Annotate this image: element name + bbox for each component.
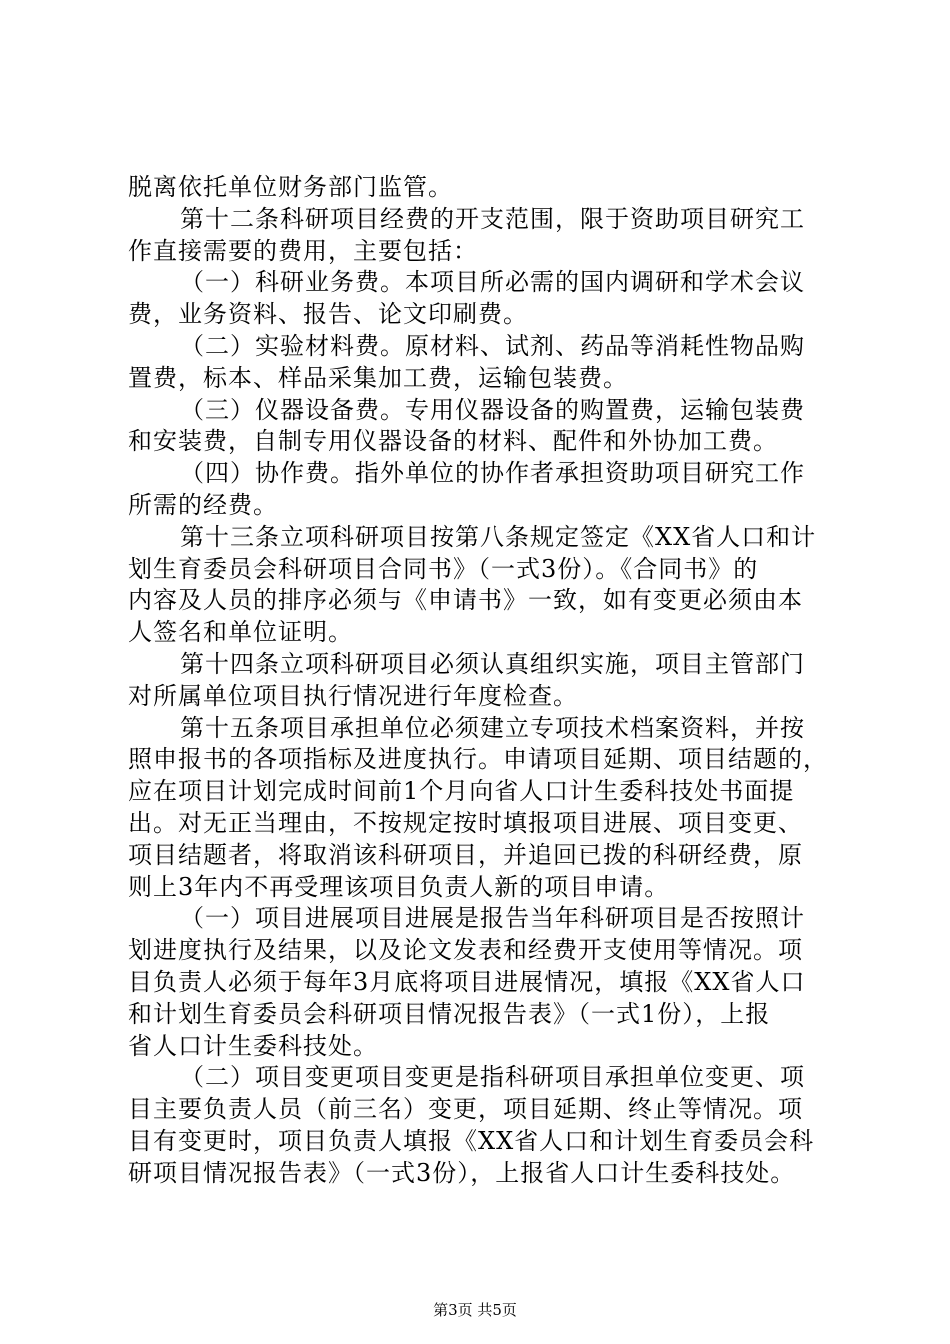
text-line: 研项目情况报告表》（一式3份），上报省人口计生委科技处。 <box>128 1158 796 1187</box>
text-line: 第十二条科研项目经费的开支范围，限于资助项目研究工 <box>180 204 805 233</box>
text-line: （一）项目进展项目进展是报告当年科研项目是否按照计 <box>180 904 805 933</box>
text-line: 目负责人必须于每年3月底将项目进展情况，填报《XX省人口 <box>128 967 806 996</box>
document-body <box>128 172 848 1190</box>
text-line: 作直接需要的费用，主要包括： <box>128 236 478 265</box>
text-line: 第十四条立项科研项目必须认真组织实施，项目主管部门 <box>180 649 805 678</box>
text-line: 和计划生育委员会科研项目情况报告表》（一式1份），上报 <box>128 999 771 1028</box>
text-line: 对所属单位项目执行情况进行年度检查。 <box>128 681 578 710</box>
text-line: 置费，标本、样品采集加工费，运输包装费。 <box>128 363 628 392</box>
text-line: 费，业务资料、报告、论文印刷费。 <box>128 300 528 329</box>
text-line: 第十三条立项科研项目按第八条规定签定《XX省人口和计 <box>180 522 817 551</box>
text-line: 照申报书的各项指标及进度执行。申请项目延期、项目结题的， <box>128 745 828 774</box>
text-line: 应在项目计划完成时间前1个月向省人口计生委科技处书面提 <box>128 777 795 806</box>
text-line: 省人口计生委科技处。 <box>128 1031 378 1060</box>
page-number-footer: 第3页 共5页 <box>433 1301 517 1319</box>
text-line: （四）协作费。指外单位的协作者承担资助项目研究工作 <box>180 459 805 488</box>
text-line: （二）实验材料费。原材料、试剂、药品等消耗性物品购 <box>180 331 805 360</box>
text-line: 人签名和单位证明。 <box>128 618 353 647</box>
text-line: 脱离依托单位财务部门监管。 <box>128 173 453 201</box>
text-line: 目有变更时，项目负责人填报《XX省人口和计划生育委员会科 <box>128 1126 815 1155</box>
text-line: 出。对无正当理由，不按规定按时填报项目进展、项目变更、 <box>128 808 803 837</box>
text-line: 则上3年内不再受理该项目负责人新的项目申请。 <box>128 872 670 901</box>
text-line: （三）仪器设备费。专用仪器设备的购置费，运输包装费 <box>180 395 805 424</box>
text-line: 划生育委员会科研项目合同书》（一式3份）。《合同书》的 <box>128 554 759 583</box>
text-line: 项目结题者，将取消该科研项目，并追回已拨的科研经费，原 <box>128 840 803 869</box>
text-line: （一）科研业务费。本项目所必需的国内调研和学术会议 <box>180 268 805 297</box>
text-line: 内容及人员的排序必须与《申请书》一致，如有变更必须由本 <box>128 586 803 615</box>
text-line: 目主要负责人员（前三名）变更，项目延期、终止等情况。项 <box>128 1095 803 1124</box>
text-line: 所需的经费。 <box>128 490 278 519</box>
text-line: （二）项目变更项目变更是指科研项目承担单位变更、项 <box>180 1063 805 1092</box>
text-line: 和安装费，自制专用仪器设备的材料、配件和外协加工费。 <box>128 427 778 456</box>
text-line: 划进度执行及结果，以及论文发表和经费开支使用等情况。项 <box>128 936 803 965</box>
text-line: 第十五条项目承担单位必须建立专项技术档案资料，并按 <box>180 713 805 742</box>
